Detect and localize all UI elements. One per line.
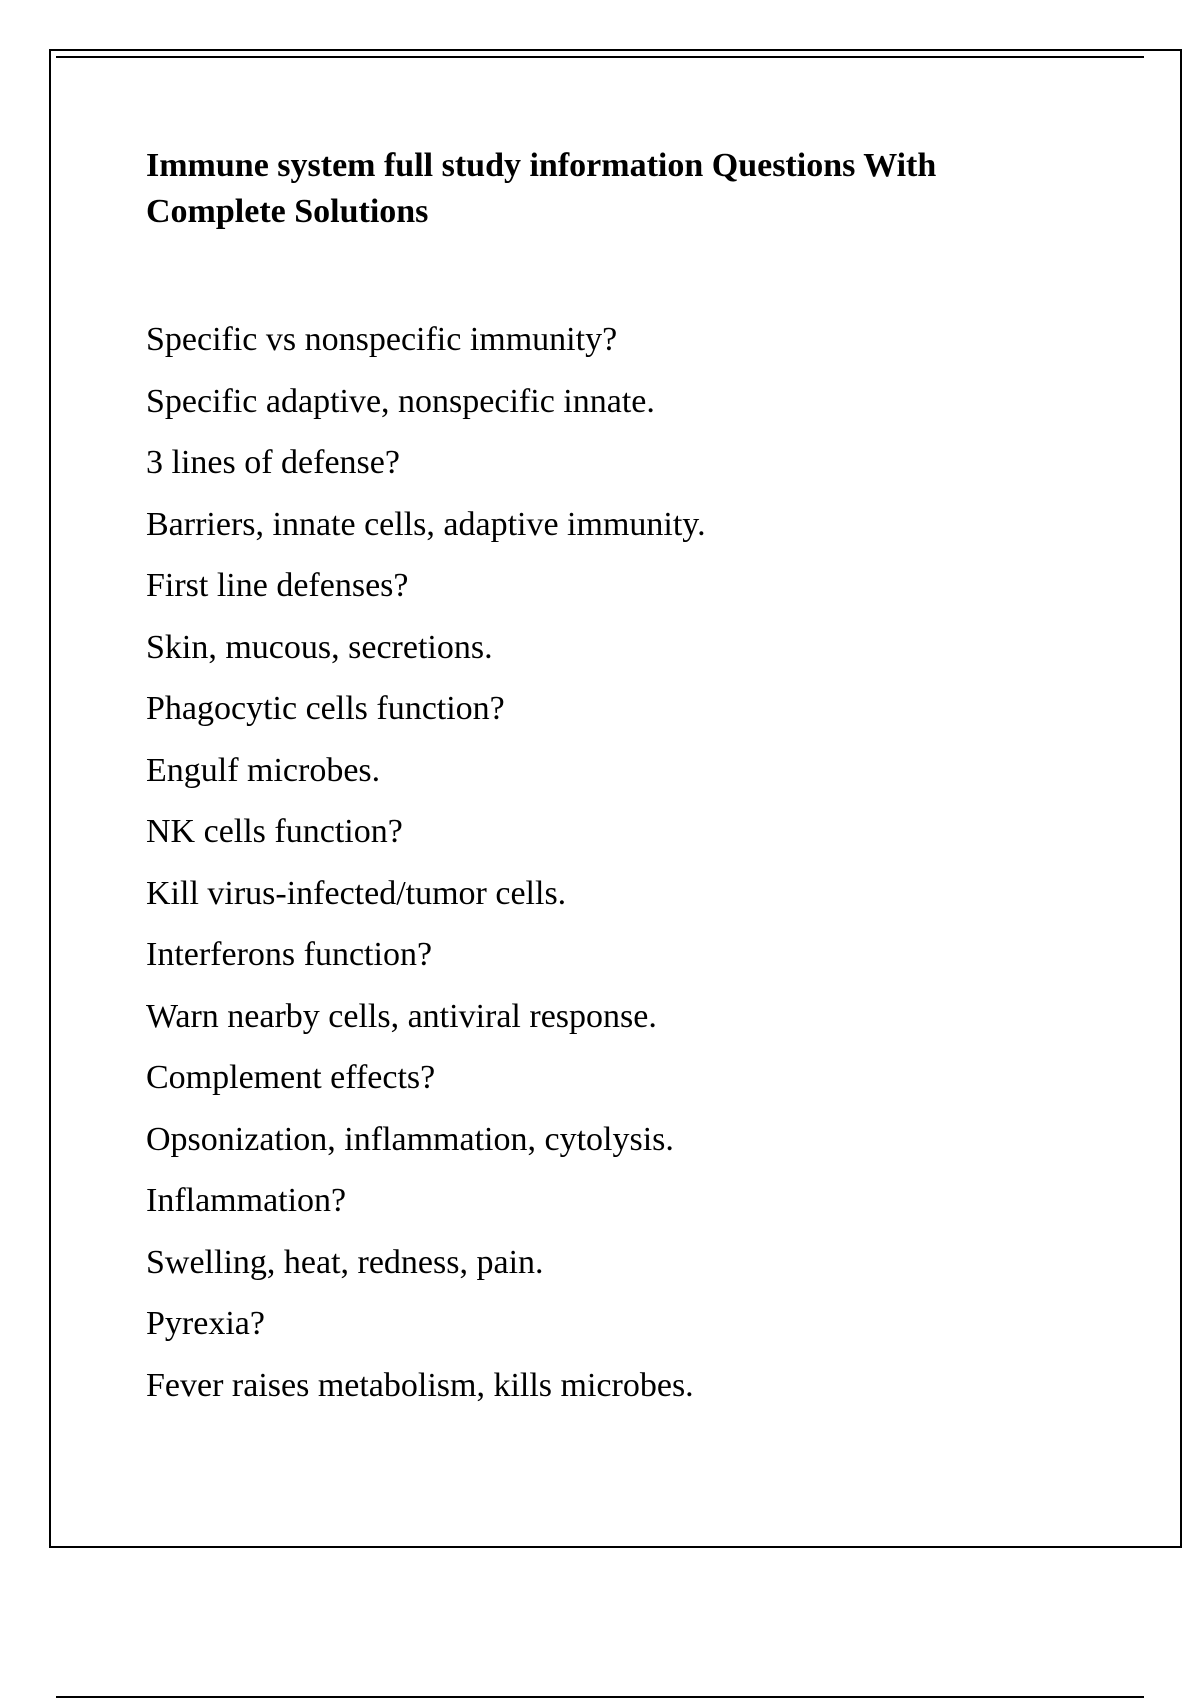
answer-line: Barriers, innate cells, adaptive immunity. — [146, 505, 706, 543]
question-line: Phagocytic cells function? — [146, 690, 505, 727]
document-title: Immune system full study information Questions With Complete Solutions — [146, 147, 937, 230]
question-line: Pyrexia? — [146, 1305, 265, 1342]
answer-line: Swelling, heat, redness, pain. — [146, 1243, 544, 1281]
question-line: Interferons function? — [146, 936, 433, 973]
answer-line: Kill virus-infected/tumor cells. — [146, 874, 567, 912]
answer-line: Skin, mucous, secretions. — [146, 628, 493, 666]
question-line: Specific vs nonspecific immunity? — [146, 321, 618, 358]
top-rule — [56, 56, 1144, 58]
question-line: NK cells function? — [146, 813, 403, 850]
question-line: Complement effects? — [146, 1059, 436, 1096]
answer-line: Fever raises metabolism, kills microbes. — [146, 1366, 694, 1404]
bottom-rule — [56, 1696, 1144, 1698]
answer-line: Opsonization, inflammation, cytolysis. — [146, 1120, 674, 1158]
question-line: First line defenses? — [146, 567, 409, 604]
answer-line: Specific adaptive, nonspecific innate. — [146, 382, 655, 420]
answer-line: Warn nearby cells, antiviral response. — [146, 997, 657, 1035]
question-line: Inflammation? — [146, 1182, 347, 1219]
answer-line: Engulf microbes. — [146, 751, 381, 789]
question-line: 3 lines of defense? — [146, 444, 400, 481]
qa-list — [146, 309, 706, 1416]
